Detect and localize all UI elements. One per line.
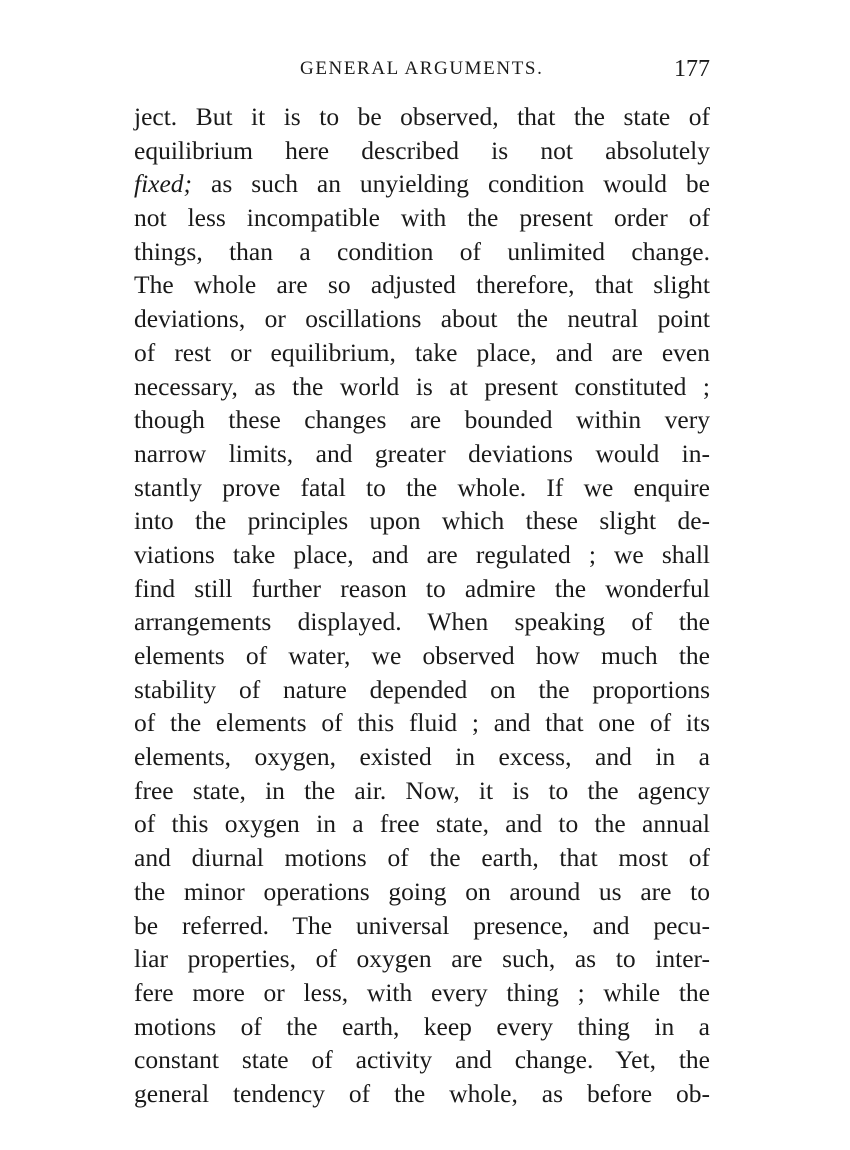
page-number: 177 bbox=[674, 56, 710, 82]
text-line: narrow limits, and greater deviations would in- bbox=[134, 438, 710, 468]
text-line: free state, in the air. Now, it is to the agency bbox=[134, 775, 710, 805]
text-line: stability of nature depended on the proportions bbox=[134, 674, 710, 704]
running-head-title: GENERAL ARGUMENTS. bbox=[300, 58, 544, 79]
italic-emphasis: fixed; bbox=[134, 169, 193, 199]
body-text bbox=[134, 100, 710, 1111]
text-line: liar properties, of oxygen are such, as to inter- bbox=[134, 944, 710, 974]
text-line: general tendency of the whole, as before ob- bbox=[134, 1078, 710, 1108]
text-line: arrangements displayed. When speaking of the bbox=[134, 607, 710, 637]
running-head bbox=[134, 56, 710, 86]
text-line: not less incompatible with the present order of bbox=[134, 203, 710, 233]
text-line: elements, oxygen, existed in excess, and in a bbox=[134, 742, 710, 772]
text-line: find still further reason to admire the wonderful bbox=[134, 573, 710, 603]
text-line: be referred. The universal presence, and pecu- bbox=[134, 910, 710, 940]
text-line: The whole are so adjusted therefore, that slight bbox=[134, 270, 710, 300]
text-segment: as such an unyielding condition would be bbox=[192, 169, 710, 199]
text-line: constant state of activity and change. Yet, the bbox=[134, 1045, 710, 1075]
text-line: of rest or equilibrium, take place, and are even bbox=[134, 337, 710, 367]
text-line: ject. But it is to be observed, that the state of bbox=[134, 102, 710, 131]
text-line: deviations, or oscillations about the neutral point bbox=[134, 304, 710, 334]
text-line: the minor operations going on around us are to bbox=[134, 876, 710, 906]
text-line: viations take place, and are regulated ; we shall bbox=[134, 539, 710, 569]
text-line: stantly prove fatal to the whole. If we enquire bbox=[134, 472, 710, 502]
text-line: into the principles upon which these slight de- bbox=[134, 506, 710, 536]
text-line: and diurnal motions of the earth, that most of bbox=[134, 843, 710, 873]
text-line: things, than a condition of unlimited change. bbox=[134, 236, 710, 266]
text-line: of the elements of this fluid ; and that one of its bbox=[134, 708, 710, 738]
text-line: motions of the earth, keep every thing in a bbox=[134, 1011, 710, 1041]
text-line bbox=[134, 167, 710, 201]
text-line: though these changes are bounded within very bbox=[134, 405, 710, 435]
text-line: necessary, as the world is at present constituted ; bbox=[134, 371, 710, 401]
text-line: elements of water, we observed how much the bbox=[134, 641, 710, 670]
text-line: of this oxygen in a free state, and to the annual bbox=[134, 809, 710, 839]
text-line: equilibrium here described is not absolutely bbox=[134, 135, 710, 165]
text-line: fere more or less, with every thing ; while the bbox=[134, 977, 710, 1007]
